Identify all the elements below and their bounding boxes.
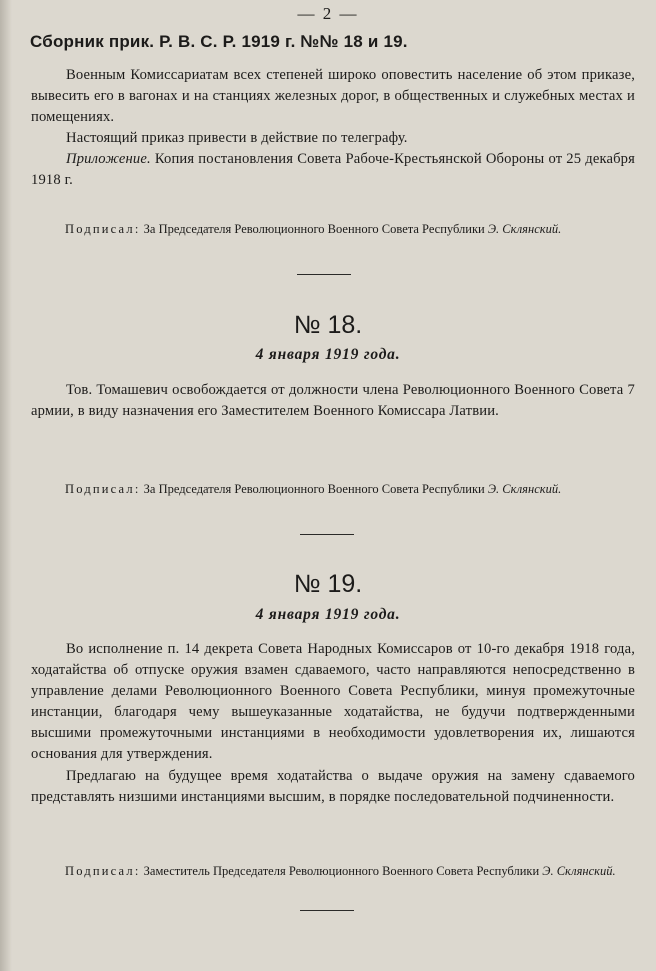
signature-label: Подписал:	[65, 864, 141, 878]
order-18-signature	[31, 479, 631, 499]
order-19-signature	[31, 861, 631, 881]
section-divider-3	[300, 910, 354, 911]
appendix-text: Копия постановления Совета Рабоче-Крестьянской Обороны от 25 декабря 1918 г.	[31, 151, 635, 188]
page-number: — 2 —	[297, 4, 359, 23]
intro-paragraph-2: Настоящий приказ привести в действие по телеграфу.	[66, 130, 408, 146]
order-19-paragraph-2: Предлагаю на будущее время ходатайства о выдаче оружия на замену сдаваемого представлять низшими инстанциями высшим, в порядке последовательной подчиненности.	[31, 768, 635, 805]
order-19-date: 4 января 1919 года.	[255, 606, 401, 623]
order-18-date: 4 января 1919 года.	[255, 346, 401, 363]
intro-paragraph-1: Военным Комиссариатам всех степеней широко оповестить население об этом приказе, вывесить его в вагонах и на станциях железных дорог, в общественных и служебных местах и помещениях.	[31, 67, 635, 125]
section-divider-2	[300, 534, 354, 535]
section-divider-1	[297, 274, 351, 275]
signature-text: За Председателя Революционного Военного Совета Республики	[140, 482, 488, 496]
appendix-label: Приложение.	[66, 151, 151, 167]
page-edge-shadow	[0, 0, 12, 971]
intro-signature	[31, 219, 631, 239]
signature-name: Э. Склянский.	[487, 222, 562, 236]
signature-name: Э. Склянский.	[487, 482, 562, 496]
intro-paragraph-3	[31, 149, 635, 191]
signature-label: Подписал:	[65, 222, 141, 236]
signature-text: За Председателя Революционного Военного Совета Республики	[140, 222, 488, 236]
signature-name: Э. Склянский.	[542, 864, 616, 878]
signature-text: Заместитель Председателя Революционного Военного Совета Республики	[140, 864, 543, 878]
collection-header: Сборник прик. Р. В. С. Р. 1919 г. №№ 18 и 19.	[30, 32, 408, 51]
signature-label: Подписал:	[65, 482, 141, 496]
order-19-number: № 19.	[293, 570, 363, 598]
order-18-body: Тов. Томашевич освобождается от должности члена Революционного Военного Совета 7 армии, в виду назначения его Заместителем Военного Комиссара Латвии.	[31, 382, 635, 419]
order-18-number: № 18.	[293, 311, 363, 339]
order-19-paragraph-1: Во исполнение п. 14 декрета Совета Народных Комиссаров от 10-го декабря 1918 года, ходатайства об отпуске оружия взамен сдаваемого, часто направляются непосредственно в управление делами Революционного Военного Совета Республики, минуя промежуточные инстанции, благодаря чему вышеуказанные ходатайства, не будучи подтвержденными высшими промежуточными инстанциями в необходимости удовлетворения их, лишаются основания для утверждения.	[31, 641, 635, 762]
